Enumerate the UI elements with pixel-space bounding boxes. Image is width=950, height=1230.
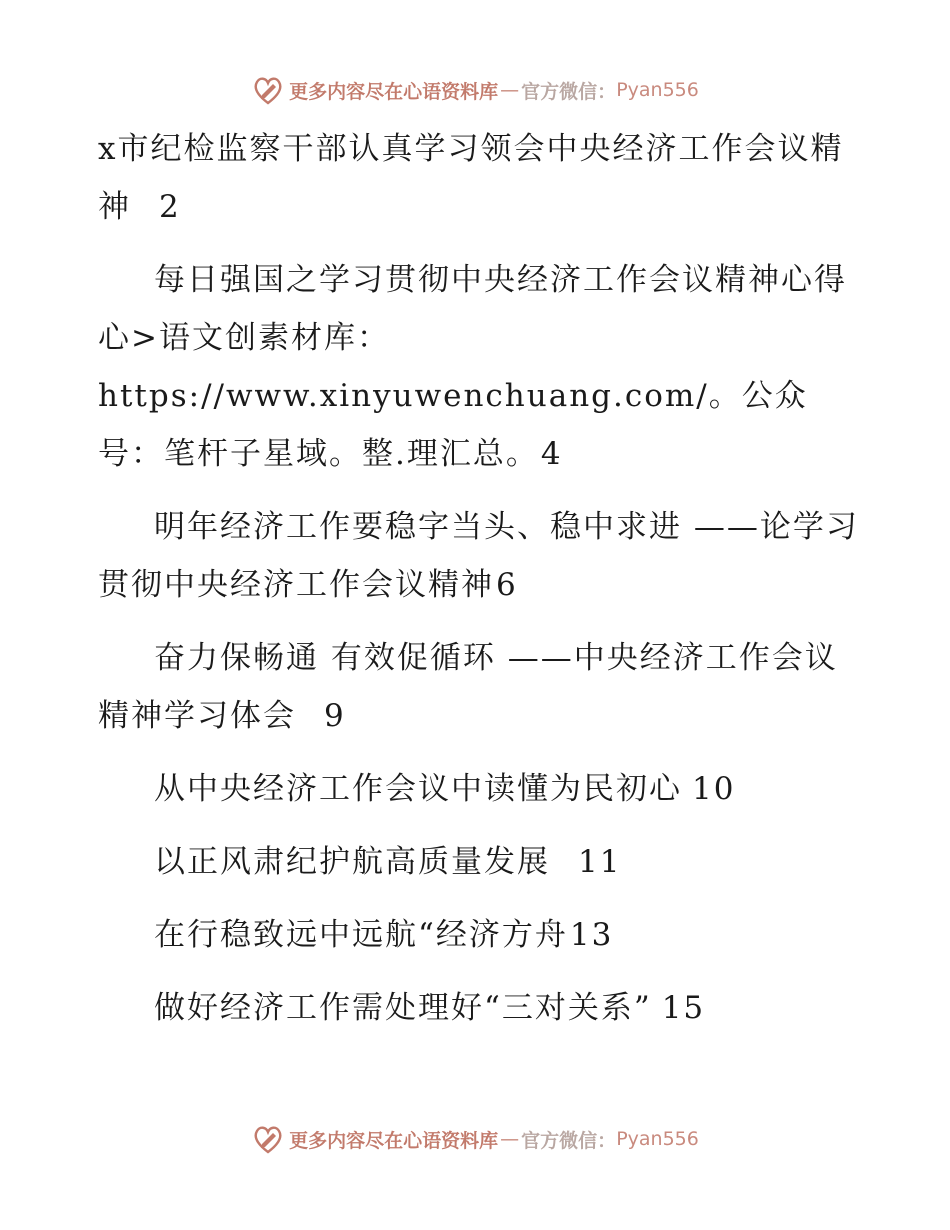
toc-entry-title: 在行稳致远中远航“经济方舟 — [154, 917, 568, 953]
watermark-dash: — — [500, 1128, 520, 1150]
toc-entry-title: 每日强国之学习贯彻中央经济工作会议精神心得 心>语文创素材库：https://www.xinyuwenchuang.com/。公众号：笔杆子星域。整.理汇总。 — [98, 262, 847, 472]
toc-entry[interactable] — [98, 629, 868, 745]
toc-entry[interactable] — [98, 120, 868, 236]
watermark-official-label: 官方微信： — [521, 80, 617, 103]
toc-entry[interactable] — [98, 906, 868, 964]
toc-entry[interactable] — [98, 833, 868, 891]
toc-entry[interactable] — [98, 498, 868, 614]
toc-entry-page: 11 — [578, 844, 622, 880]
toc-entry-title: x市纪检监察干部认真学习领会中央经济工作会议精神 — [98, 131, 844, 225]
toc-entry[interactable] — [98, 979, 868, 1037]
heart-pen-icon — [251, 73, 285, 107]
toc-entry-page: 6 — [496, 567, 518, 603]
toc-entry[interactable] — [98, 251, 868, 483]
watermark-brand: 更多内容尽在心语资料库 — [289, 1129, 499, 1152]
toc-entry-page: 9 — [324, 698, 346, 734]
toc-entry-title: 奋力保畅通 有效促循环 ——中央经济工作会议精神学习体会 — [98, 640, 838, 734]
toc-entry-page: 2 — [159, 189, 181, 225]
toc-entry-page: 15 — [661, 990, 706, 1026]
header-watermark — [0, 70, 950, 110]
watermark-handle: Pyan556 — [616, 1128, 699, 1150]
watermark-brand: 更多内容尽在心语资料库 — [289, 80, 499, 103]
toc-entry-page: 13 — [569, 917, 614, 953]
watermark-handle: Pyan556 — [616, 79, 699, 101]
toc-entry-title: 明年经济工作要稳字当头、稳中求进 ——论学习贯彻中央经济工作会议精神 — [98, 509, 859, 603]
footer-watermark — [0, 1119, 950, 1159]
toc-entry-title: 从中央经济工作会议中读懂为民初心 — [154, 771, 682, 807]
toc-entry[interactable] — [98, 760, 868, 818]
toc-entry-page: 4 — [540, 436, 563, 472]
watermark-official-label: 官方微信： — [521, 1129, 617, 1152]
watermark-dash: — — [500, 79, 520, 101]
toc-entry-page: 10 — [692, 771, 736, 807]
heart-pen-icon — [251, 1122, 285, 1156]
toc-entry-title: 以正风肃纪护航高质量发展 — [154, 844, 550, 880]
toc-entry-title: 做好经济工作需处理好“三对关系” — [154, 990, 652, 1026]
table-of-contents — [98, 120, 868, 1052]
